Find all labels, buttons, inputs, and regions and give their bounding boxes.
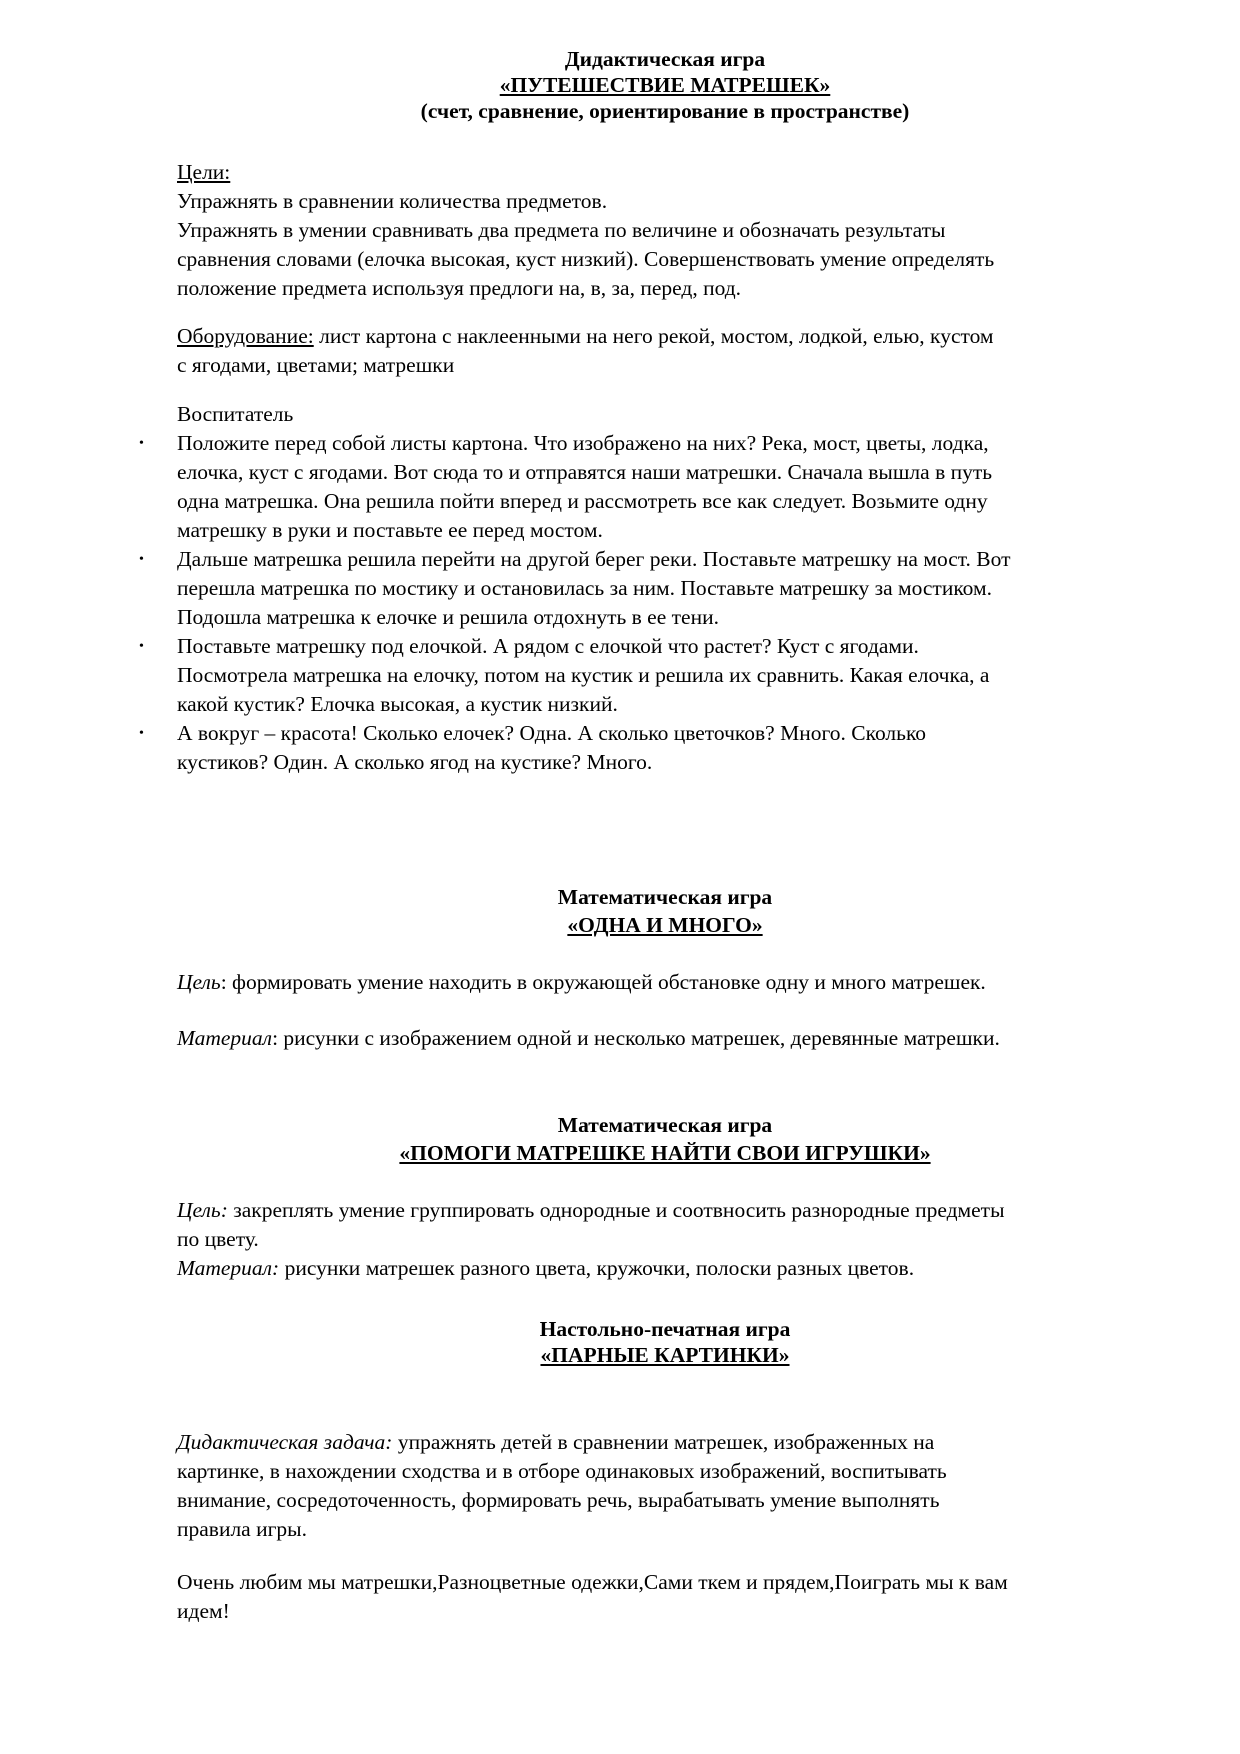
material-label: Материал: (177, 1256, 280, 1280)
goals-label: Цели: (177, 160, 231, 184)
goal-text-2: по цвету. (177, 1227, 259, 1251)
game2-type: Математическая игра (557, 885, 773, 909)
bullet-line: перешла матрешка по мостику и остановилась за ним. Поставьте матрешку за мостиком. (177, 576, 993, 600)
bullet-dot: • (139, 436, 144, 451)
goal-label: Цель (177, 970, 221, 994)
task-label: Дидактическая задача: (177, 1430, 393, 1454)
game4-task (177, 1428, 1167, 1544)
poem-line: идем! (177, 1599, 230, 1623)
task-text: упражнять детей в сравнении матрешек, изображенных на (392, 1430, 935, 1454)
equipment-label: Оборудование: (177, 324, 314, 348)
game3-title (0, 1140, 1240, 1167)
equipment-text: лист картона с наклеенными на него рекой, мостом, лодкой, елью, кустом (313, 324, 994, 348)
bullet-line: елочка, куст с ягодами. Вот сюда то и отправятся наши матрешки. Сначала вышла в путь (177, 460, 993, 484)
game2-goal (177, 968, 1167, 997)
game4-title-text: «ПАРНЫЕ КАРТИНКИ» (540, 1343, 790, 1367)
game3-title-text: «ПОМОГИ МАТРЕШКЕ НАЙТИ СВОИ ИГРУШКИ» (399, 1141, 931, 1165)
bullet-line: Положите перед собой листы картона. Что изображено на них? Река, мост, цветы, лодка, (177, 431, 989, 455)
material-text: : рисунки с изображением одной и несколько матрешек, деревянные матрешки. (272, 1026, 1000, 1050)
game4-type: Настольно-печатная игра (539, 1317, 791, 1341)
game1-type: Дидактическая игра (564, 47, 766, 71)
equipment-text-2: с ягодами, цветами; матрешки (177, 353, 455, 377)
poem-line: Очень любим мы матрешки,Разноцветные одежки,Сами ткем и прядем,Поиграть мы к вам (177, 1570, 1008, 1594)
game3-body (177, 1196, 1167, 1283)
goal-label: Цель: (177, 1198, 228, 1222)
game2-material (177, 1024, 1167, 1053)
bullet-item (139, 719, 1177, 777)
bullet-dot: • (139, 552, 144, 567)
goal-line: положение предмета используя предлоги на, в, за, перед, под. (177, 276, 742, 300)
game2-title (0, 912, 1240, 939)
goal-line: сравнения словами (елочка высокая, куст низкий). Совершенствовать умение определять (177, 247, 995, 271)
bullet-dot: • (139, 639, 144, 654)
material-text: рисунки матрешек разного цвета, кружочки, полоски разных цветов. (279, 1256, 915, 1280)
bullet-item (139, 429, 1177, 545)
material-label: Материал (177, 1026, 273, 1050)
bullet-line: Подошла матрешка к елочке и решила отдохнуть в ее тени. (177, 605, 719, 629)
bullet-line: одна матрешка. Она решила пойти вперед и рассмотреть все как следует. Возьмите одну (177, 489, 988, 513)
teacher-label: Воспитатель (177, 402, 294, 426)
game1-equipment (177, 322, 1167, 380)
bullet-line: кустиков? Один. А сколько ягод на кустике? Много. (177, 750, 653, 774)
goal-text: : формировать умение находить в окружающей обстановке одну и много матрешек. (220, 970, 986, 994)
goal-line: Упражнять в сравнении количества предметов. (177, 189, 608, 213)
bullet-line: матрешку в руки и поставьте ее перед мостом. (177, 518, 603, 542)
bullet-line: А вокруг – красота! Сколько елочек? Одна. А сколько цветочков? Много. Сколько (177, 721, 927, 745)
game3-type: Математическая игра (557, 1113, 773, 1137)
bullet-line: Дальше матрешка решила перейти на другой берег реки. Поставьте матрешку на мост. Вот (177, 547, 1011, 571)
bullet-item (139, 632, 1177, 719)
game1-title-text: «ПУТЕШЕСТВИЕ МАТРЕШЕК» (499, 73, 831, 97)
task-line: картинке, в нахождении сходства и в отборе одинаковых изображений, воспитывать (177, 1459, 947, 1483)
bullet-dot: • (139, 726, 144, 741)
task-line: правила игры. (177, 1517, 307, 1541)
bullet-line: Посмотрела матрешка на елочку, потом на кустик и решила их сравнить. Какая елочка, а (177, 663, 990, 687)
goal-text: закреплять умение группировать однородные и соотвносить разнородные предметы (227, 1198, 1005, 1222)
task-line: внимание, сосредоточенность, формировать речь, вырабатывать умение выполнять (177, 1488, 940, 1512)
game2-title-text: «ОДНА И МНОГО» (567, 913, 763, 937)
game1-title (0, 72, 1240, 99)
game4-title (0, 1342, 1240, 1369)
game1-bullet-list (139, 429, 1177, 777)
game4-poem (177, 1568, 1167, 1626)
goal-line: Упражнять в умении сравнивать два предмета по величине и обозначать результаты (177, 218, 946, 242)
game1-subtitle: (счет, сравнение, ориентирование в пространстве) (420, 99, 910, 123)
game1-goals (177, 158, 1167, 303)
bullet-line: какой кустик? Елочка высокая, а кустик низкий. (177, 692, 618, 716)
bullet-line: Поставьте матрешку под елочкой. А рядом с елочкой что растет? Куст с ягодами. (177, 634, 919, 658)
bullet-item (139, 545, 1177, 632)
